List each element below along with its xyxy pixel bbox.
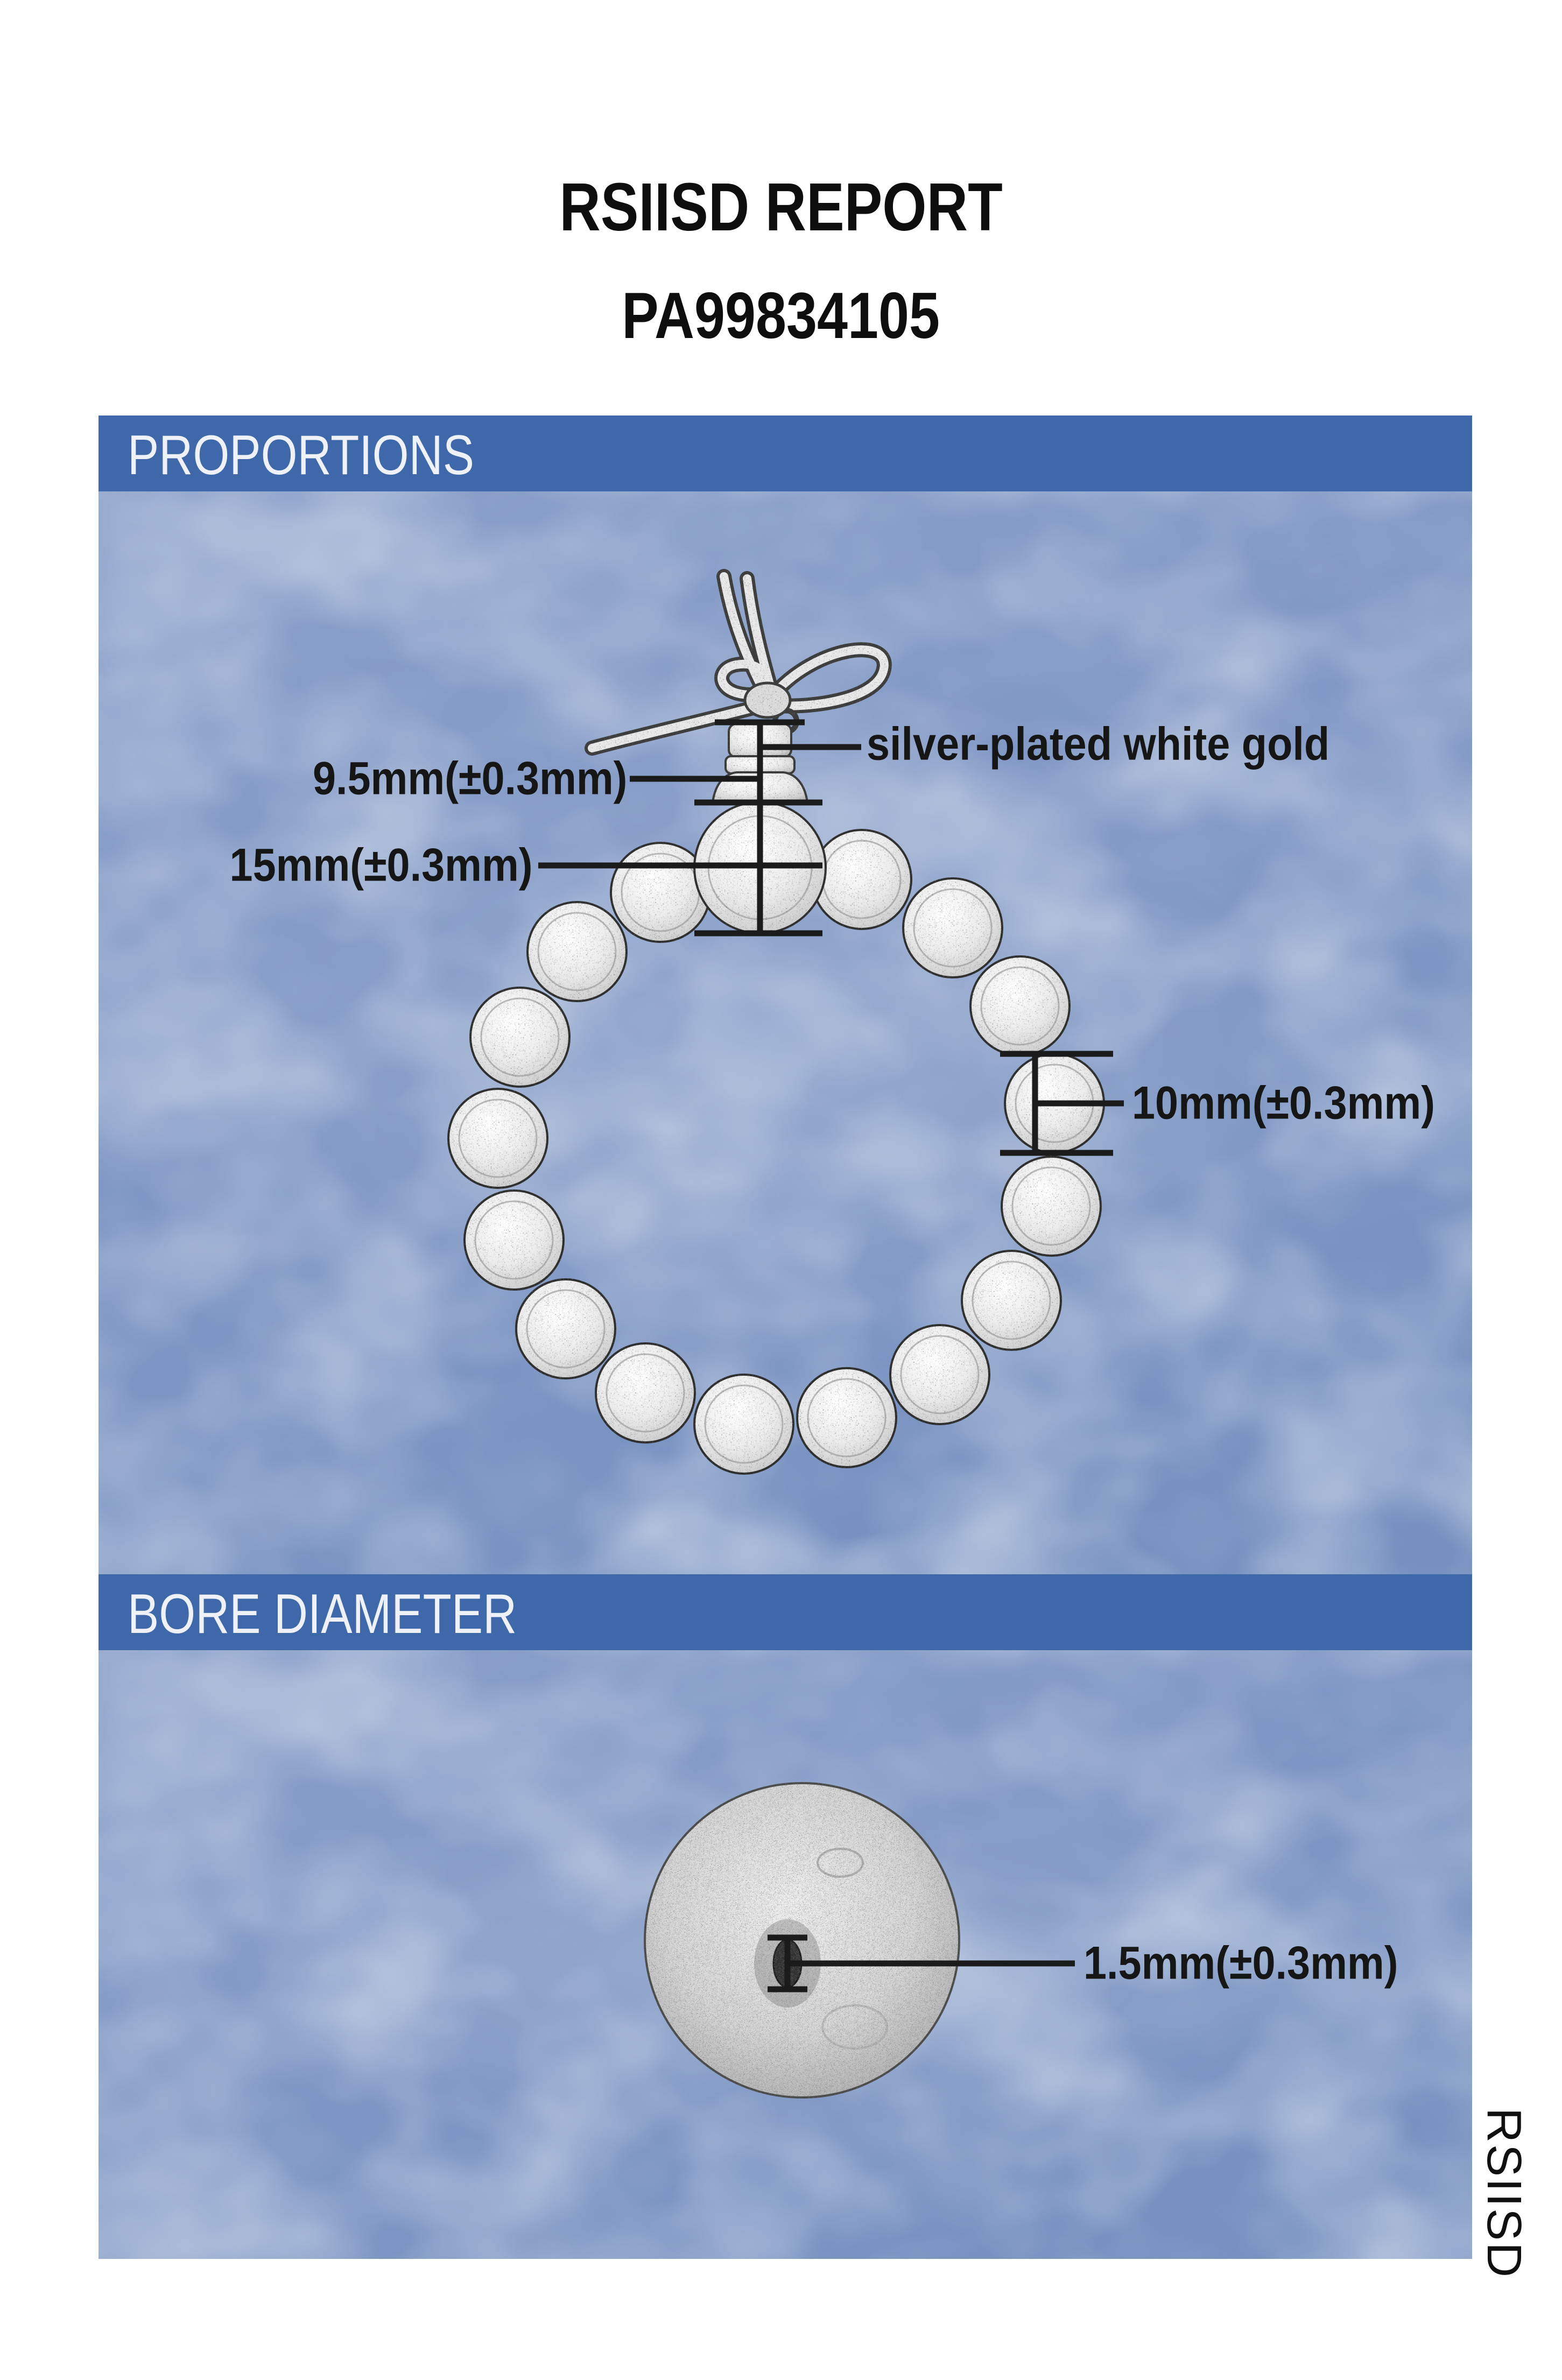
bore-diameter-label: 1.5mm(±0.3mm)	[1083, 1937, 1398, 1989]
report-panel	[98, 416, 1472, 2259]
report-number-text: PA99834105	[622, 279, 940, 352]
proportions-photo	[98, 491, 1472, 1574]
proportions-header-bar	[98, 416, 1472, 491]
page-title	[0, 168, 1562, 246]
bead-diameter-label: 10mm(±0.3mm)	[1132, 1077, 1436, 1129]
bore-header-bar	[98, 1574, 1472, 1650]
report-number	[0, 278, 1562, 353]
bracelet-beads	[448, 576, 1104, 1474]
bore-header: BORE DIAMETER	[128, 1583, 517, 1645]
material-label: silver-plated white gold	[867, 718, 1330, 770]
large-bead-label: 15mm(±0.3mm)	[229, 839, 533, 891]
cap-length-label: 9.5mm(±0.3mm)	[312, 752, 627, 805]
bore-photo	[98, 1650, 1472, 2259]
bracelet-illustration	[98, 491, 1472, 1574]
page-title-text: RSIISD REPORT	[559, 169, 1003, 245]
side-watermark: RSIISD	[1477, 2108, 1531, 2279]
knot-center	[745, 683, 790, 717]
proportions-header: PROPORTIONS	[128, 424, 474, 487]
